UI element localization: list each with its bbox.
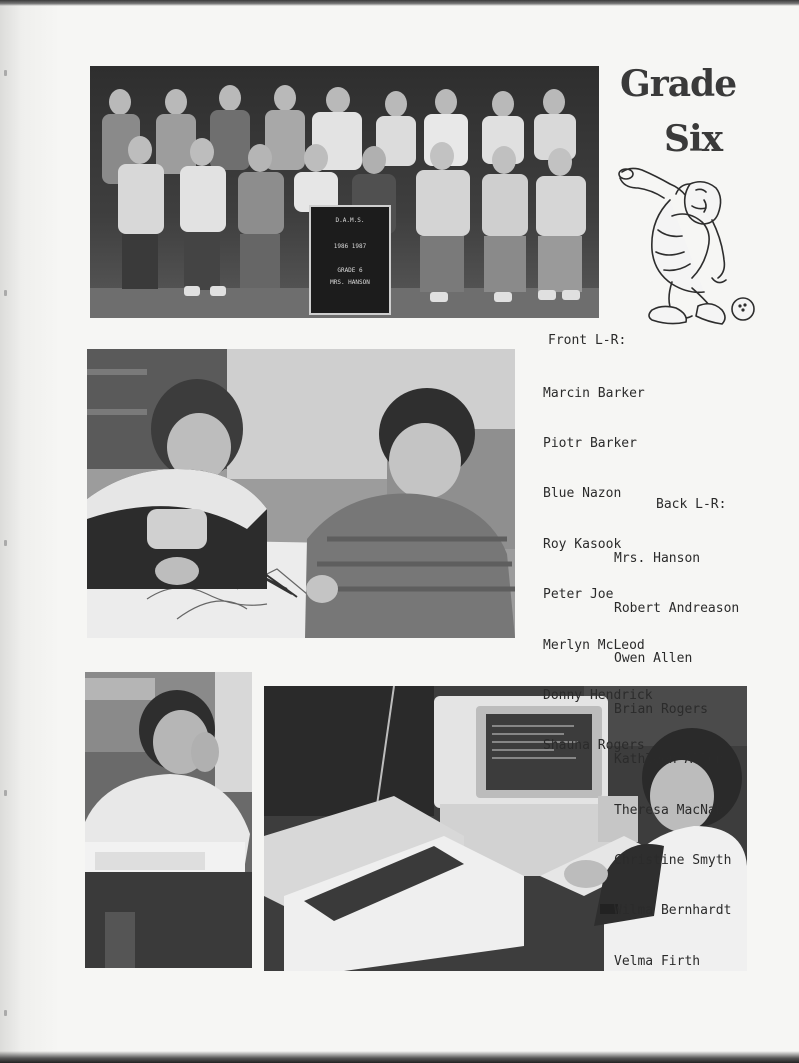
page-top-edge xyxy=(0,0,799,6)
page-title-line1: Grade xyxy=(620,63,737,105)
binding-mark xyxy=(4,790,7,796)
page-title-line2: Six xyxy=(664,118,723,160)
back-name: Christine Smyth xyxy=(614,852,732,868)
back-name: Kathleen Allen xyxy=(614,752,724,768)
sign-line: D.A.M.S. xyxy=(335,217,365,224)
front-name: Piotr Barker xyxy=(543,435,637,451)
front-name: Shauna Rogers xyxy=(543,738,645,754)
front-name: Donny Hendrick xyxy=(543,687,653,703)
front-row-heading: Front L-R: xyxy=(548,333,627,348)
front-name: Marcin Barker xyxy=(543,385,645,401)
page-bottom-edge xyxy=(0,1051,799,1063)
sign-line: 1986 1987 xyxy=(333,243,367,250)
binding-mark xyxy=(4,1010,7,1016)
front-name: Blue Nazon xyxy=(543,486,622,502)
student-reading-photo xyxy=(85,672,252,968)
back-name: Velma Firth xyxy=(614,953,701,969)
front-name: Roy Kasook xyxy=(543,536,622,552)
students-drawing-photo xyxy=(87,349,515,638)
sign-line: MRS. HANSON xyxy=(330,279,370,286)
back-name: Mrs. Hanson xyxy=(614,550,701,566)
back-row-names xyxy=(614,517,739,1004)
back-name: Theresa MacNab xyxy=(614,802,724,818)
front-name: Merlyn McLeod xyxy=(543,637,645,653)
binding-mark xyxy=(4,70,7,76)
front-name: Peter Joe xyxy=(543,587,614,603)
bowling-ball-icon xyxy=(730,296,756,322)
class-group-photo xyxy=(90,66,599,318)
binding-mark xyxy=(4,540,7,546)
back-name: Brian Rogers xyxy=(614,701,708,717)
back-name: Robert Andreason xyxy=(614,600,740,616)
binding-mark xyxy=(4,290,7,296)
back-row-heading: Back L-R: xyxy=(656,497,727,512)
back-name: Wilma Bernhardt xyxy=(614,903,732,919)
sign-line: GRADE 6 xyxy=(337,267,363,274)
back-name: Owen Allen xyxy=(614,651,693,667)
